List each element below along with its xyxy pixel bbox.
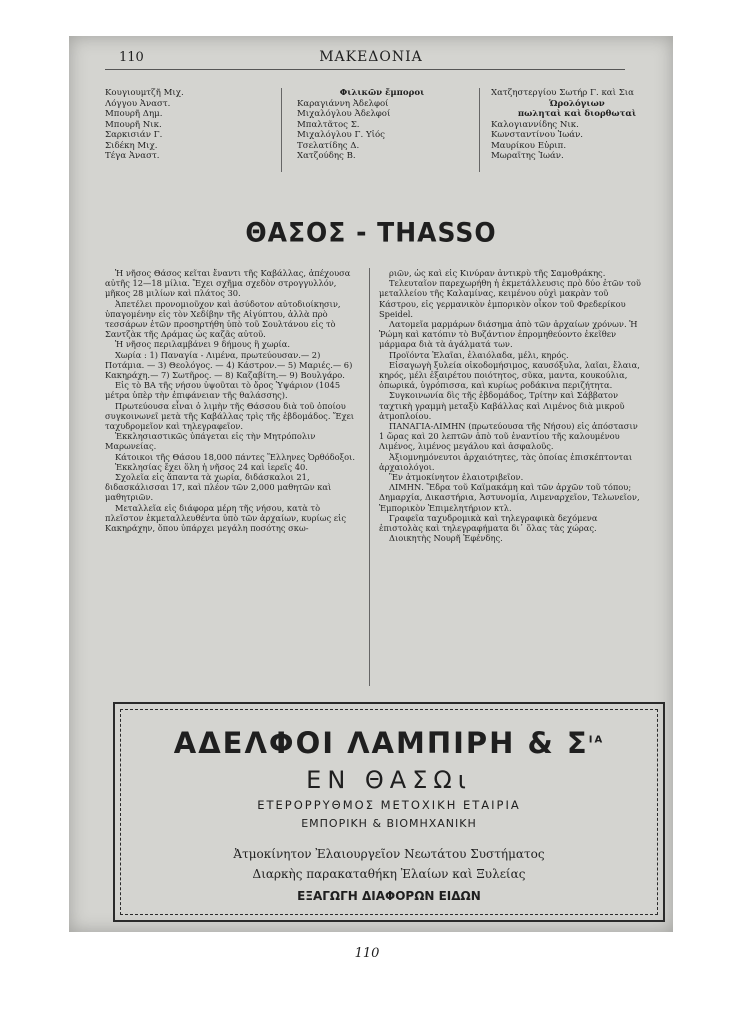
scanned-page — [69, 36, 673, 932]
paragraph: Ἐκκλησιαστικῶς ὑπάγεται εἰς τὴν Μητρόπολιν Μαρωνείας. — [105, 431, 316, 452]
footer-page-number: 110 — [354, 946, 380, 961]
paragraph: Ἡ νῆσος περιλαμβάνει 9 δήμους ἢ χωρία. — [115, 339, 290, 350]
ad-company-activity: ΕΜΠΟΡΙΚΗ & ΒΙΟΜΗΧΑΝΙΚΗ — [301, 817, 477, 830]
list-item: Σιδέκη Μιχ. — [105, 140, 158, 151]
list-item: Μπουρῆ Νικ. — [105, 119, 162, 130]
list-item: Χατζούδης Β. — [297, 151, 356, 161]
section-title: ΘΑΣΟΣ - THASSO — [245, 217, 497, 248]
left-text-column — [105, 268, 357, 688]
ad-line-stock: Διαρκὴς παρακαταθήκη Ἐλαίων καὶ Ξυλείας — [252, 867, 526, 881]
top-column-3 — [491, 88, 663, 162]
list-item: Μιχαλόγλου Γ. Υἱός — [297, 130, 385, 140]
paragraph: Λατομεῖα μαρμάρων διάσημα ἀπὸ τῶν ἀρχαίων χρόνων. Ἡ Ῥώμη καὶ κατόπιν τὸ Βυζάντιον ἐπρομηθεύοντο ἐκεῖθεν μάρμαρα διὰ τὰ ἀγάλματά των. — [379, 319, 638, 350]
paragraph: ΛΙΜΗΝ. Ἕδρα τοῦ Καϊμακάμη καὶ τῶν ἀρχῶν τοῦ τόπου; Δημαρχία, Δικαστήρια, Ἀστυνομία, Λιμεναρχεῖον, Τελωνεῖον, Ἐμπορικὸν Ἐπιμελητήριον κτλ. — [379, 482, 640, 513]
ad-company-name — [115, 726, 663, 760]
right-text-column — [379, 268, 641, 688]
list-item: Τέγα Ἀναστ. — [105, 151, 160, 161]
paragraph: Ἡ νῆσος Θάσος κεῖται ἔναντι τῆς Καβάλλας, ἀπέχουσα αὐτῆς 12—18 μίλια. Ἔχει σχῆμα σχεδὸν στρογγυλλόν, μῆκος 28 μιλίων καὶ πλάτος 30. — [105, 268, 351, 299]
list-item: Τσελατίδης Δ. — [297, 140, 360, 151]
list-item: Χατζηστεργίου Σωτήρ Γ. καὶ Σια — [491, 88, 634, 98]
column-heading: Ὡρολόγιων — [549, 98, 605, 109]
list-item: Μπαλτᾶτος Σ. — [297, 119, 360, 130]
column-subheading: πωληταὶ καὶ διορθωταὶ — [517, 109, 637, 119]
list-item: Μιχαλόγλου Ἀδελφοί — [297, 109, 391, 119]
paragraph: Προϊόντα Ἐλαῖαι, ἐλαιόλαδα, μέλι, κηρός. — [389, 349, 569, 360]
paragraph: Σχολεῖα εἰς ἅπαντα τὰ χωρία, διδάσκαλοι 21, διδασκάλισσαι 17, καὶ πλέον τῶν 2,000 μαθητῶν καὶ μαθητριῶν. — [105, 472, 332, 503]
paragraph: ριῶν, ὡς καὶ εἰς Κινύραν ἀντικρὺ τῆς Σαμοθράκης. — [389, 268, 606, 278]
list-item: Καλογιαννίδης Νικ. — [491, 119, 579, 130]
list-item: Μαυρίκου Εὐριπ. — [491, 140, 567, 151]
paragraph: ΠΑΝΑΓΙΑ-ΛΙΜΗΝ (πρωτεύουσα τῆς Νήσου) εἰς ἀπόστασιν 1 ὥρας καὶ 20 λεπτῶν ἀπὸ τοῦ ἐναντίου τῆς καλουμένου Λιμένος, λιμένος μεγάλου καὶ ἀσφαλοῦς. — [379, 421, 638, 452]
paragraph: Εἰς τὸ ΒΑ τῆς νήσου ὑψοῦται τὸ ὄρος Ὑψάριον (1045 μέτρα ὑπὲρ τὴν ἐπιφάνειαν τῆς θαλάσσης). — [105, 380, 341, 401]
list-item: Λόγγου Ἀναστ. — [105, 98, 171, 109]
advertisement — [113, 702, 665, 922]
ad-line-export: ΕΞΑΓΩΓΗ ΔΙΑΦΟΡΩΝ ΕΙΔΩΝ — [297, 889, 481, 903]
paragraph: Ἀξιομνημόνευτοι ἀρχαιότητες, τὰς ὁποίας ἐπισκέπτονται ἀρχαιολόγοι. — [379, 451, 633, 472]
paragraph: Ἓν ἀτμοκίνητον ἐλαιοτριβεῖον. — [389, 472, 524, 483]
list-item: Μωραΐτης Ἰωάν. — [491, 151, 564, 161]
paragraph: Γραφεῖα ταχυδρομικὰ καὶ τηλεγραφικὰ δεχόμενα ἐπιστολὰς καὶ τηλεγραφήματα δι᾽ ὅλας τὰς χώρας. — [379, 512, 598, 534]
list-item: Καραγιάννη Ἀδελφοί — [297, 98, 389, 109]
paragraph: Συγκοινωνία δὶς τῆς ἑβδομάδος, Τρίτην καὶ Σάββατον ταχτικὴ γραμμὴ μεταξὺ Καβάλλας καὶ Λιμένος διὰ μικροῦ ἀτμοπλοίου. — [379, 390, 625, 421]
ad-company-name-text: ΑΔΕΛΦΟΙ ΛΑΜΠΙΡΗ & Σ — [173, 726, 589, 760]
top-column-2 — [297, 88, 467, 162]
header-page-number: 110 — [119, 50, 144, 65]
page-header — [69, 36, 673, 70]
list-item: Κωνσταντίνου Ἰωάν. — [491, 130, 584, 140]
ad-company-type: ΕΤΕΡΟΡΡΥΘΜΟΣ ΜΕΤΟΧΙΚΗ ΕΤΑΙΡΙΑ — [257, 798, 521, 812]
paragraph: Ἐκκλησίας ἔχει ὅλη ἡ νῆσος 24 καὶ ἱερεῖς 40. — [115, 461, 308, 472]
list-item: Κουγιουμτζῆ Μιχ. — [105, 88, 184, 98]
ad-line-oil-mill: Ἀτμοκίνητον Ἐλαιουργεῖον Νεωτάτου Συστήματος — [233, 847, 545, 861]
ad-location: ΕΝ ΘΑΣΩι — [306, 766, 472, 794]
ad-company-suffix: ΙΑ — [588, 734, 605, 746]
paragraph: Κάτοικοι τῆς Θάσου 18,000 πάντες Ἕλληνες Ὀρθόδοξοι. — [115, 451, 356, 462]
column-heading: Φιλικῶν ἔμποροι — [339, 88, 425, 98]
list-item: Μπουρῆ Δημ. — [105, 109, 163, 119]
column-divider — [479, 88, 480, 172]
column-divider — [281, 88, 282, 172]
paragraph: Μεταλλεῖα εἰς διάφορα μέρη τῆς νήσου, κατὰ τὸ πλεῖστον ἐκμεταλλευθέντα ὑπὸ τῶν ἀρχαίων, κυρίως εἰς Κακηράχην, ὅπου ὑπάρχει μεγάλη ποσότης σκω- — [105, 502, 346, 534]
paragraph: Τελευταῖον παρεχωρήθη ἡ ἐκμετάλλευσις πρὸ δύο ἐτῶν τοῦ μεταλλείου τῆς Καλαμίνας, κειμένου οὐχὶ μακρὰν τοῦ Κάστρου, εἰς γερμανικὸν ἐμπορικὸν οἶκον τοῦ Φρεδερίκου Speidel. — [379, 278, 641, 319]
column-divider — [369, 268, 370, 686]
header-title: ΜΑΚΕΔΟΝΙΑ — [319, 49, 423, 65]
paragraph: Διοικητὴς Νουρῆ Ἐφένδης. — [389, 533, 503, 544]
paragraph: Εἰσαγωγὴ ξυλεία οἰκοδομήσιμος, καυσόξυλα, λαῖαι, ἔλαια, κηρός, μέλι ἐξαιρέτου ποιότητος, σῦκα, μαντα, κουκούλια, ὀπωρικά, ὑγρόπισσα, καὶ κυρίως ροδάκινα περιζήτητα. — [379, 359, 640, 391]
top-column-1 — [105, 88, 265, 162]
paragraph: Πρωτεύουσα εἶναι ὁ λιμὴν τῆς Θάσσου διὰ τοῦ ὁποίου συγκοινωνεῖ μετὰ τῆς Καβάλλας τρὶς τῆς ἑβδομάδος. Ἔχει ταχυδρομεῖον καὶ τηλεγραφεῖον. — [105, 400, 355, 432]
paragraph: Χωρία : 1) Παναγία - Λιμένα, πρωτεύουσαν.— 2) Ποτάμια. — 3) Θεολόγος. — 4) Κάστρον.— 5) Μαριές.— 6) Κακηράχη.— 7) Σωτῆρος. — 8) Καζαβίτη.— 9) Βουλγάρο. — [105, 349, 353, 381]
list-item: Σαρκισιάν Γ. — [105, 130, 163, 140]
paragraph: Ἀπετέλει προνομιοῦχον καὶ ἀσύδοτον αὐτοδιοίκησιν, ὑπαγομένην εἰς τὸν Χεδίβην τῆς Αἰγύπτου, ἀλλὰ πρὸ τεσσάρων ἐτῶν προσηρτήθη ὑπὸ τοῦ Σουλτάνου εἰς τὸ Σαντζὰκ τῆς Δράμας ὡς καζᾶς αὐτοῦ. — [105, 298, 341, 340]
header-rule — [105, 69, 625, 70]
